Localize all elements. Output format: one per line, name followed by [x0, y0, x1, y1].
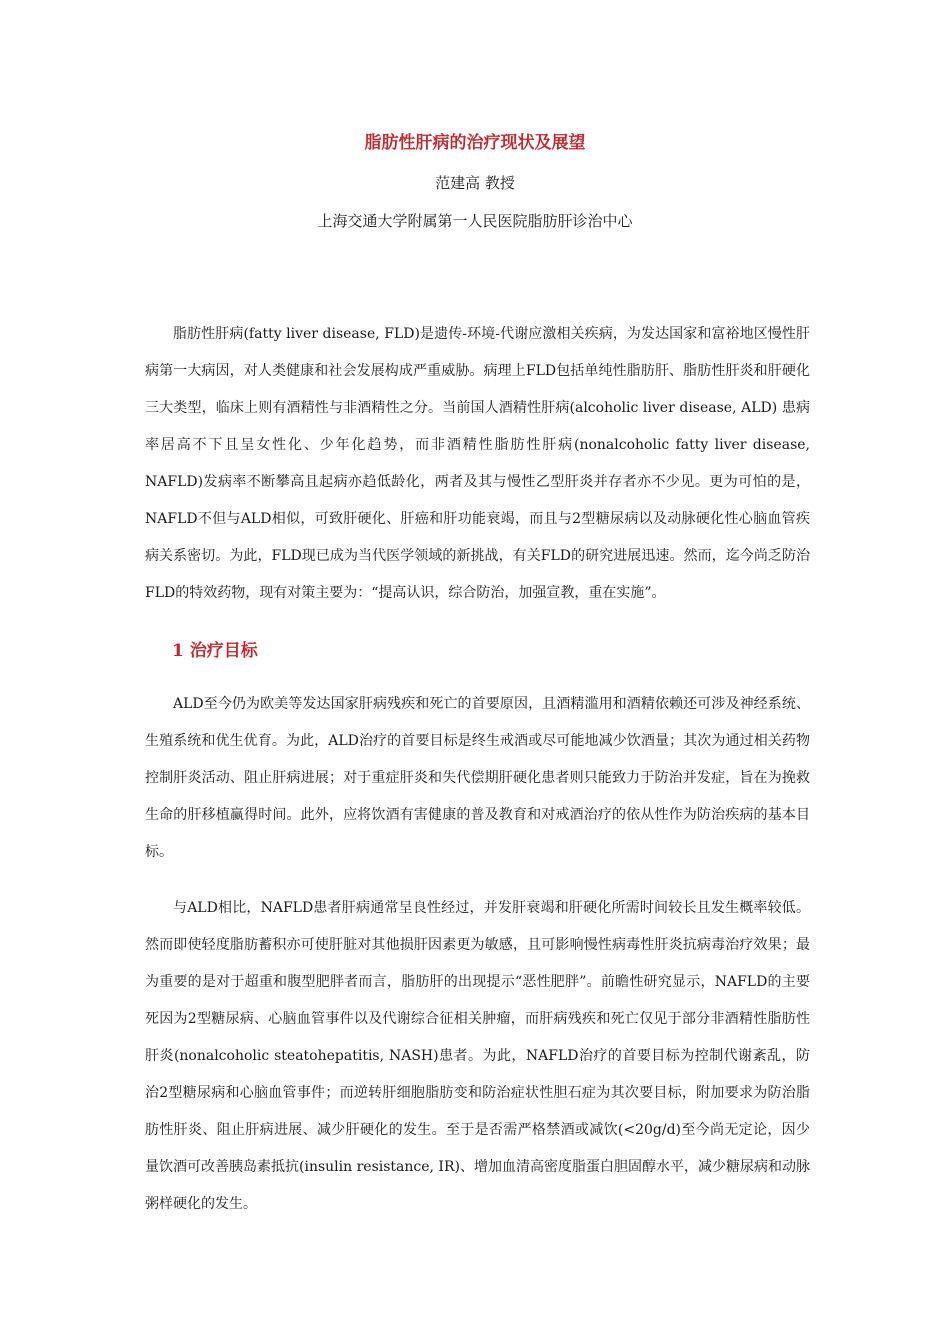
intro-paragraph: 脂肪性肝病(fatty liver disease, FLD)是遗传-环境-代谢应激相关疾病，为发达国家和富裕地区慢性肝病第一大病因，对人类健康和社会发展构成严重威胁。病理上FLD包括单纯性脂肪肝、脂肪性肝炎和肝硬化三大类型，临床上则有酒精性与非酒精性之分。当前国人酒精性肝病(alcoholic liver disease, ALD) 患病率居高不下且呈女性化、少年化趋势，而非酒精性脂肪性肝病(nonalcoholic fatty liver disease, NAFLD)发病率不断攀高且起病亦趋低龄化，两者及其与慢性乙型肝炎并存者亦不少见。更为可怕的是，NAFLD不但与ALD相似，可致肝硬化、肝癌和肝功能衰竭，而且与2型糖尿病以及动脉硬化性心脑血管疾病关系密切。为此，FLD现已成为当代医学领域的新挑战，有关FLD的研究进展迅速。然而，迄今尚乏防治FLD的特效药物，现有对策主要为：“提高认识，综合防治，加强宣教，重在实施”。 [145, 326, 810, 601]
section-paragraph-1: ALD至今仍为欧美等发达国家肝病残疾和死亡的首要原因，且酒精滥用和酒精依赖还可涉及神经系统、生殖系统和优生优育。为此，ALD治疗的首要目标是终生戒酒或尽可能地减少饮酒量；其次为通过相关药物控制肝炎活动、阻止肝病进展；对于重症肝炎和失代偿期肝硬化患者则只能致力于防治并发症，旨在为挽救生命的肝移植赢得时间。此外，应将饮酒有害健康的普及教育和对戒酒治疗的依从性作为防治疾病的基本目标。 [145, 696, 810, 860]
section-paragraph-2: 与ALD相比，NAFLD患者肝病通常呈良性经过，并发肝衰竭和肝硬化所需时间较长且发生概率较低。然而即使轻度脂肪蓄积亦可使肝脏对其他损肝因素更为敏感，且可影响慢性病毒性肝炎抗病毒治疗效果；最为重要的是对于超重和腹型肥胖者而言，脂肪肝的出现提示“恶性肥胖”。前瞻性研究显示，NAFLD的主要死因为2型糖尿病、心脑血管事件以及代谢综合征相关肿瘤，而肝病残疾和死亡仅见于部分非酒精性脂肪性肝炎(nonalcoholic steatohepatitis, NASH)患者。为此，NAFLD治疗的首要目标为控制代谢紊乱，防治2型糖尿病和心脑血管事件；而逆转肝细胞脂肪变和防治症状性胆石症为其次要目标，附加要求为防治脂肪性肝炎、阻止肝病进展、减少肝硬化的发生。至于是否需严格禁酒或减饮(<20g/d)至今尚无定论，因少量饮酒可改善胰岛素抵抗(insulin resistance, IR)、增加血清高密度脂蛋白胆固醇水平，减少糖尿病和动脉粥样硬化的发生。 [145, 900, 810, 1212]
affiliation-line: 上海交通大学附属第一人民医院脂肪肝诊治中心 [317, 212, 633, 230]
document-title: 脂肪性肝病的治疗现状及展望 [364, 133, 586, 153]
section-heading: 1 治疗目标 [172, 641, 258, 661]
author-line: 范建高 教授 [435, 174, 515, 192]
